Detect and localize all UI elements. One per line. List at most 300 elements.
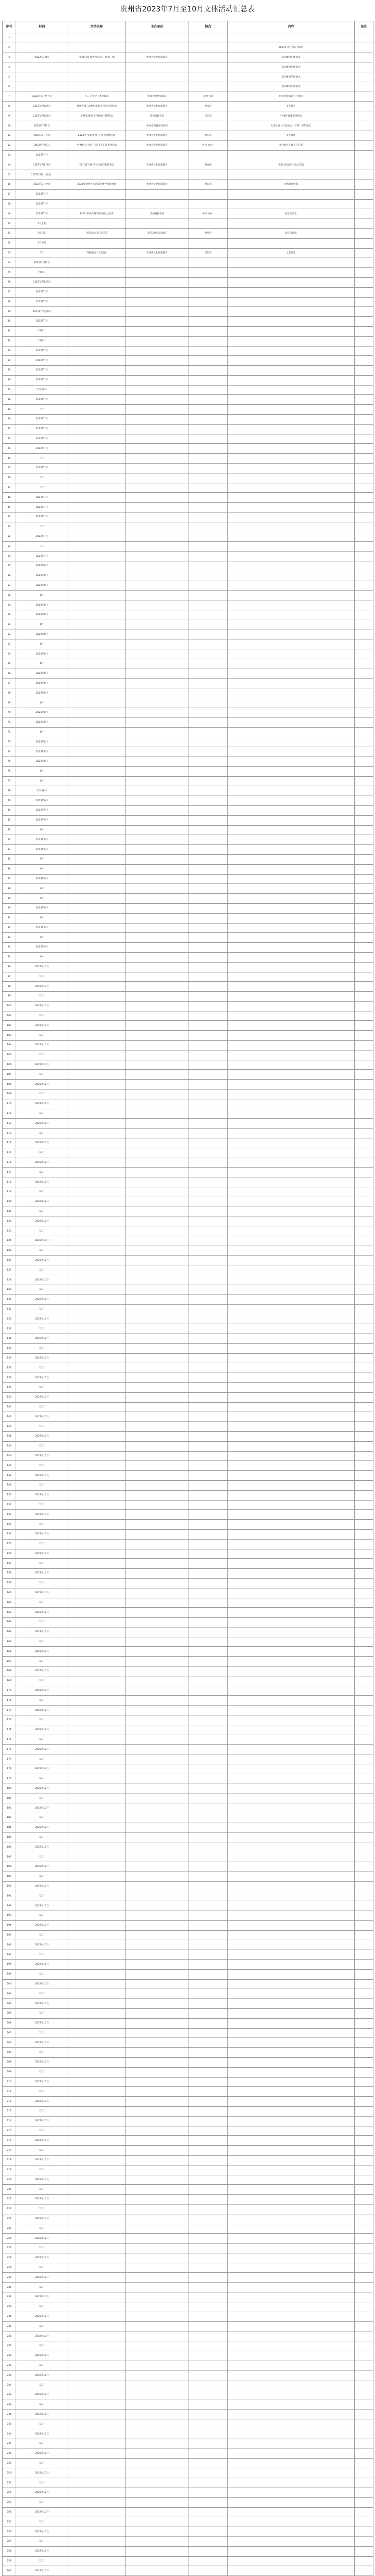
table-cell: [189, 717, 228, 727]
table-cell: [68, 2439, 126, 2449]
table-cell: [355, 219, 373, 229]
table-cell: 151: [3, 1500, 16, 1510]
table-cell: [228, 571, 355, 581]
table-cell: 10月: [16, 1090, 68, 1099]
table-cell: [68, 512, 126, 522]
table-cell: [228, 2292, 355, 2302]
table-cell: [126, 1275, 189, 1285]
table-cell: 247: [3, 2439, 16, 2449]
table-cell: [189, 1285, 228, 1295]
table-cell: 2023年10月: [16, 1177, 68, 1187]
table-cell: 10月: [16, 2556, 68, 2566]
table-cell: 65: [3, 659, 16, 669]
table-cell: [189, 727, 228, 737]
table-cell: 49: [3, 503, 16, 512]
table-cell: [189, 1314, 228, 1324]
table-row: [3, 2195, 373, 2205]
table-cell: [126, 2390, 189, 2400]
table-cell: [189, 1979, 228, 1989]
table-cell: [228, 2488, 355, 2498]
table-cell: [189, 1246, 228, 1255]
table-cell: [228, 1715, 355, 1725]
table-cell: [189, 424, 228, 434]
table-cell: [355, 111, 373, 121]
table-cell: [355, 1754, 373, 1764]
table-cell: [189, 1168, 228, 1177]
table-row: [3, 1109, 373, 1119]
table-row: [3, 1891, 373, 1901]
table-cell: [189, 581, 228, 591]
table-cell: 2023年7月: [16, 532, 68, 542]
table-row: [3, 1930, 373, 1940]
table-cell: 152: [3, 1510, 16, 1520]
table-cell: 220: [3, 2175, 16, 2185]
table-row: [3, 72, 373, 82]
table-cell: [126, 356, 189, 366]
table-cell: 230: [3, 2273, 16, 2283]
table-cell: 优秀剧目展演: [228, 180, 355, 189]
table-cell: [228, 1940, 355, 1950]
table-cell: [189, 53, 228, 62]
table-row: [3, 610, 373, 620]
table-row: [3, 366, 373, 376]
table-cell: [68, 1441, 126, 1451]
table-row: [3, 2067, 373, 2077]
table-cell: 108: [3, 1080, 16, 1090]
table-cell: [355, 727, 373, 737]
table-cell: 25: [3, 268, 16, 278]
table-cell: [126, 1842, 189, 1852]
table-cell: [228, 2439, 355, 2449]
table-cell: [68, 620, 126, 630]
table-cell: [68, 688, 126, 698]
table-cell: [126, 2527, 189, 2537]
table-cell: [68, 552, 126, 561]
table-row: [3, 864, 373, 874]
table-cell: [228, 1891, 355, 1901]
table-cell: 96: [3, 962, 16, 972]
table-cell: [355, 1657, 373, 1667]
table-cell: [189, 2312, 228, 2322]
table-cell: [355, 1510, 373, 1520]
table-cell: [189, 1255, 228, 1265]
table-cell: 2023年10月: [16, 1608, 68, 1618]
table-row: [3, 189, 373, 199]
table-cell: 184: [3, 1823, 16, 1832]
table-row: [3, 581, 373, 591]
table-cell: [228, 727, 355, 737]
table-cell: [228, 776, 355, 786]
table-cell: [68, 2478, 126, 2488]
table-cell: [189, 913, 228, 923]
table-cell: [189, 287, 228, 297]
table-cell: [189, 317, 228, 327]
table-cell: [228, 1109, 355, 1119]
table-cell: [68, 522, 126, 532]
table-cell: [355, 835, 373, 845]
table-cell: [68, 2556, 126, 2566]
table-cell: [228, 493, 355, 503]
table-cell: [189, 1490, 228, 1500]
table-cell: [126, 424, 189, 434]
table-cell: [189, 1559, 228, 1569]
table-cell: [126, 1686, 189, 1696]
table-cell: 10月: [16, 1343, 68, 1353]
table-cell: [189, 277, 228, 287]
table-cell: [126, 571, 189, 581]
table-cell: [228, 1725, 355, 1735]
table-cell: [126, 1461, 189, 1471]
table-cell: [68, 2292, 126, 2302]
table-cell: 2023年7月: [16, 434, 68, 444]
table-cell: 2023年10月: [16, 1510, 68, 1520]
table-cell: 2023年10月: [16, 1647, 68, 1657]
table-cell: [68, 2331, 126, 2341]
table-cell: 207: [3, 2048, 16, 2058]
table-cell: [68, 1598, 126, 1608]
table-cell: 2023年10月: [16, 1667, 68, 1676]
table-cell: 208: [3, 2057, 16, 2067]
table-cell: 贵州省文化和旅游厅: [126, 248, 189, 258]
table-cell: [126, 189, 189, 199]
table-cell: 2023年9月: [16, 923, 68, 933]
table-row: [3, 1881, 373, 1891]
table-cell: 10月: [16, 1618, 68, 1627]
table-cell: 9月: [16, 933, 68, 943]
table-cell: [228, 1735, 355, 1745]
table-cell: 229: [3, 2263, 16, 2273]
table-cell: [355, 1158, 373, 1168]
table-cell: [355, 2067, 373, 2077]
table-cell: [126, 1706, 189, 1715]
table-cell: [68, 1627, 126, 1637]
table-row: [3, 2077, 373, 2087]
table-cell: 2023年9月: [16, 943, 68, 953]
table-cell: [126, 512, 189, 522]
table-cell: 56: [3, 571, 16, 581]
table-cell: [228, 2312, 355, 2322]
table-cell: [355, 258, 373, 268]
table-cell: [126, 1011, 189, 1021]
table-cell: [126, 1529, 189, 1539]
table-row: [3, 1265, 373, 1275]
table-cell: [189, 1050, 228, 1060]
table-cell: 黔南州: [189, 160, 228, 170]
table-cell: [228, 1314, 355, 1324]
table-cell: [189, 1441, 228, 1451]
table-cell: [126, 1911, 189, 1921]
table-cell: [68, 1236, 126, 1246]
table-cell: [189, 2234, 228, 2244]
table-cell: [126, 1627, 189, 1637]
table-cell: 131: [3, 1304, 16, 1314]
table-cell: [228, 189, 355, 199]
table-row: [3, 1158, 373, 1168]
table-row: [3, 1852, 373, 1862]
table-cell: [68, 1314, 126, 1324]
table-row: [3, 2546, 373, 2556]
table-cell: 10月: [16, 2224, 68, 2234]
table-cell: [126, 1930, 189, 1940]
table-cell: [228, 1569, 355, 1579]
table-cell: [189, 199, 228, 209]
table-cell: [189, 1969, 228, 1979]
table-cell: 滨河主题: [189, 92, 228, 101]
table-cell: 2023年7月中旬: [16, 180, 68, 189]
table-cell: [189, 473, 228, 483]
table-cell: [189, 1304, 228, 1314]
table-cell: [68, 1881, 126, 1891]
table-cell: [126, 972, 189, 982]
table-cell: [228, 1197, 355, 1207]
table-cell: 73: [3, 737, 16, 747]
table-cell: [68, 581, 126, 591]
table-cell: [126, 1608, 189, 1618]
table-row: [3, 238, 373, 248]
table-row: [3, 199, 373, 209]
table-cell: 190: [3, 1881, 16, 1891]
table-cell: [355, 2537, 373, 2547]
table-row: [3, 1431, 373, 1441]
table-cell: [228, 2331, 355, 2341]
table-cell: 2023年10月: [16, 2331, 68, 2341]
table-cell: 71: [3, 717, 16, 727]
table-cell: 10月: [16, 1265, 68, 1275]
table-cell: [68, 1618, 126, 1627]
table-cell: [355, 1500, 373, 1510]
table-cell: [355, 1255, 373, 1265]
table-cell: [68, 1549, 126, 1559]
table-cell: 贵州省文化和旅游厅: [126, 180, 189, 189]
table-cell: [228, 737, 355, 747]
table-cell: 黔东南州人民政府: [126, 228, 189, 238]
table-cell: 6: [3, 82, 16, 92]
table-cell: [126, 1295, 189, 1304]
table-cell: [189, 1911, 228, 1921]
table-cell: [228, 2370, 355, 2380]
table-cell: [189, 2244, 228, 2253]
table-cell: [126, 1334, 189, 1343]
table-cell: 10月: [16, 1285, 68, 1295]
table-cell: [68, 1891, 126, 1901]
table-cell: 2023年8月: [16, 571, 68, 581]
table-cell: 213: [3, 2106, 16, 2116]
table-cell: 9月: [16, 825, 68, 835]
table-cell: [189, 796, 228, 806]
table-cell: 180: [3, 1784, 16, 1793]
table-cell: [68, 268, 126, 278]
table-cell: 194: [3, 1920, 16, 1930]
table-cell: 2023年7月26日: [16, 277, 68, 287]
table-cell: [355, 1881, 373, 1891]
table-cell: [189, 894, 228, 904]
table-row: [3, 2057, 373, 2067]
table-cell: [355, 552, 373, 561]
table-cell: [355, 766, 373, 776]
table-cell: 2023年10月: [16, 1021, 68, 1031]
table-cell: 8月: [16, 620, 68, 630]
table-cell: [189, 1187, 228, 1197]
table-cell: [228, 766, 355, 776]
table-row: [3, 933, 373, 943]
table-row: [3, 1627, 373, 1637]
table-cell: [126, 1588, 189, 1598]
table-cell: [228, 1207, 355, 1216]
table-cell: 238: [3, 2351, 16, 2361]
table-cell: 贵州省第二届乡村旅游文化艺术周活动: [68, 101, 126, 111]
table-cell: 10月: [16, 2380, 68, 2390]
table-cell: [68, 1950, 126, 1960]
table-cell: 10月: [16, 1480, 68, 1490]
table-cell: [228, 874, 355, 884]
table-cell: 44: [3, 454, 16, 464]
table-cell: 遵义市: [189, 101, 228, 111]
table-cell: [68, 678, 126, 688]
table-cell: [68, 1559, 126, 1569]
table-cell: [355, 424, 373, 434]
table-cell: [355, 503, 373, 512]
table-cell: [355, 2566, 373, 2576]
table-cell: [189, 2038, 228, 2048]
table-row: [3, 952, 373, 962]
table-cell: [189, 1500, 228, 1510]
table-row: [3, 356, 373, 366]
table-cell: 10月: [16, 1735, 68, 1745]
table-cell: [355, 786, 373, 796]
table-cell: 贵州省文化和旅游厅: [126, 140, 189, 150]
table-row: [3, 1412, 373, 1422]
table-cell: [228, 913, 355, 923]
table-cell: [189, 620, 228, 630]
table-cell: 35: [3, 366, 16, 376]
table-cell: 174: [3, 1725, 16, 1735]
table-cell: 2023年10月: [16, 2429, 68, 2439]
table-row: [3, 268, 373, 278]
table-cell: “花漾之夏·乘着音乐来”一场演一城: [68, 53, 126, 62]
table-row: [3, 854, 373, 864]
table-cell: [228, 1275, 355, 1285]
table-cell: [68, 170, 126, 180]
table-cell: [126, 2292, 189, 2302]
table-cell: [189, 1872, 228, 1881]
table-row: [3, 2331, 373, 2341]
table-cell: 2023年10月: [16, 2292, 68, 2302]
table-cell: 10月: [16, 1676, 68, 1686]
table-cell: [68, 1608, 126, 1618]
table-cell: 134: [3, 1334, 16, 1343]
table-cell: [126, 1725, 189, 1735]
table-cell: [189, 1392, 228, 1402]
table-row: [3, 1950, 373, 1960]
table-cell: [189, 1549, 228, 1559]
table-cell: [355, 992, 373, 1002]
table-row: [3, 1295, 373, 1304]
table-cell: [228, 845, 355, 855]
table-row: [3, 1402, 373, 1412]
table-cell: [126, 2331, 189, 2341]
table-cell: [189, 532, 228, 542]
table-row: [3, 307, 373, 317]
table-row: [3, 2253, 373, 2263]
table-cell: [228, 1236, 355, 1246]
table-cell: 2023年7月: [16, 503, 68, 512]
table-cell: 139: [3, 1382, 16, 1392]
table-cell: 260: [3, 2566, 16, 2576]
table-cell: [126, 1168, 189, 1177]
table-cell: [189, 542, 228, 552]
table-cell: 54: [3, 552, 16, 561]
table-cell: 2023年7月: [16, 512, 68, 522]
table-cell: 147: [3, 1461, 16, 1471]
table-cell: 2023年7月27日: [16, 101, 68, 111]
table-cell: [189, 1461, 228, 1471]
table-cell: [68, 982, 126, 992]
table-cell: 113: [3, 1129, 16, 1138]
table-cell: 2023年10月: [16, 1236, 68, 1246]
table-cell: [126, 1647, 189, 1657]
table-cell: [228, 1696, 355, 1706]
table-row: [3, 180, 373, 189]
table-cell: [189, 1216, 228, 1226]
table-cell: 51: [3, 522, 16, 532]
table-cell: [355, 2449, 373, 2458]
table-cell: 贵州省文化和旅游厅: [126, 53, 189, 62]
table-cell: 前大舞台乐团演出: [228, 53, 355, 62]
table-cell: 182: [3, 1803, 16, 1813]
table-cell: 24: [3, 258, 16, 268]
table-cell: [228, 1216, 355, 1226]
table-cell: [68, 1138, 126, 1148]
table-cell: 15: [3, 170, 16, 180]
table-row: [3, 669, 373, 678]
table-cell: [189, 933, 228, 943]
table-cell: [355, 493, 373, 503]
table-cell: [68, 639, 126, 649]
table-cell: [355, 2116, 373, 2126]
table-cell: [355, 2106, 373, 2116]
table-cell: [228, 2253, 355, 2263]
table-cell: [228, 424, 355, 434]
table-row: [3, 1657, 373, 1667]
table-cell: [68, 326, 126, 336]
table-cell: [126, 1539, 189, 1549]
table-cell: [355, 737, 373, 747]
table-cell: [228, 415, 355, 425]
table-cell: 164: [3, 1627, 16, 1637]
table-cell: [189, 2478, 228, 2488]
table-cell: [68, 1969, 126, 1979]
table-cell: 10月: [16, 1598, 68, 1608]
table-cell: 212: [3, 2097, 16, 2107]
table-cell: [355, 630, 373, 639]
table-cell: [126, 1382, 189, 1392]
table-cell: 2023年10月: [16, 1959, 68, 1969]
table-cell: 68: [3, 688, 16, 698]
table-cell: [355, 1823, 373, 1832]
table-row: [3, 297, 373, 307]
table-cell: [189, 1774, 228, 1784]
table-cell: [228, 1578, 355, 1588]
table-cell: [68, 1275, 126, 1285]
table-cell: [355, 356, 373, 366]
table-cell: [68, 894, 126, 904]
table-row: [3, 727, 373, 737]
table-cell: [189, 2361, 228, 2370]
table-cell: [126, 1441, 189, 1451]
table-cell: 45: [3, 464, 16, 473]
table-cell: 2023年7月22日: [16, 111, 68, 121]
table-cell: 57: [3, 581, 16, 591]
